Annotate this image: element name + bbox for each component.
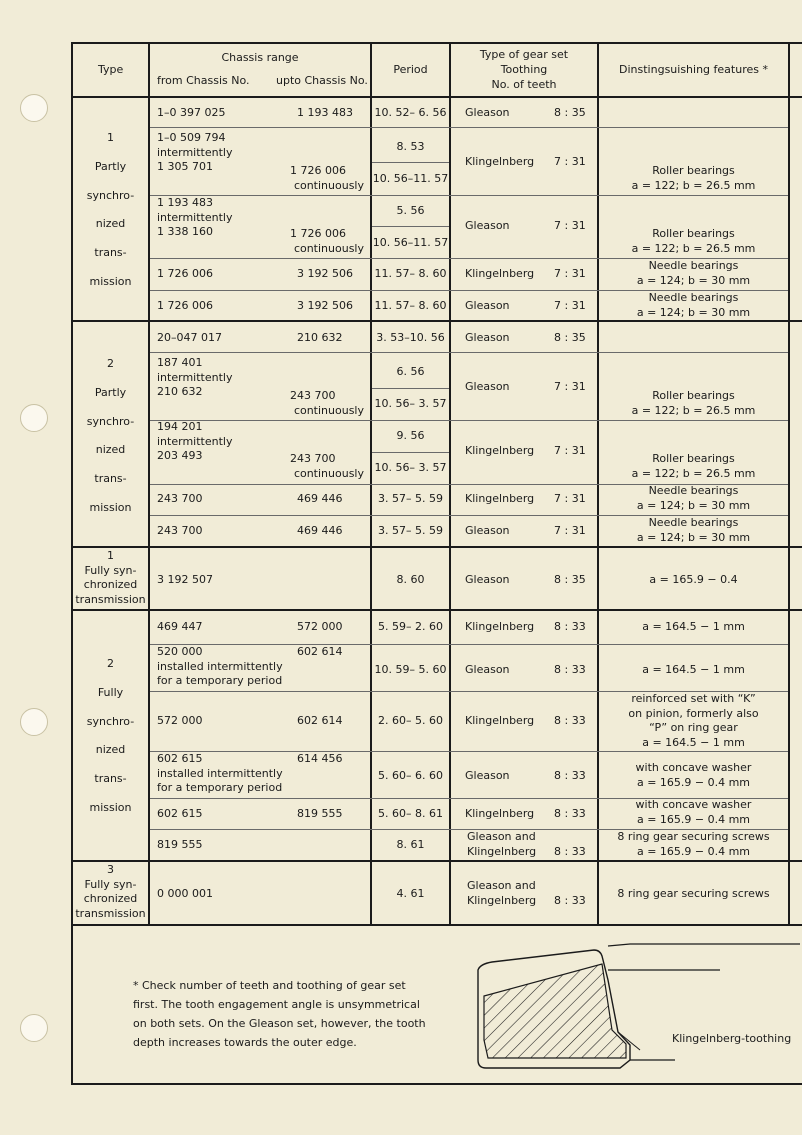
feature: Needle bearings a = 124; b = 30 mm: [636, 291, 751, 319]
from-chassis: 602 615 installed intermittently for a temporary period: [157, 752, 283, 794]
punch-hole: [20, 708, 48, 736]
gear-type: Klingelnberg: [465, 492, 535, 505]
punch-hole: [20, 94, 48, 122]
feature: a = 164.5 − 1 mm: [642, 620, 745, 633]
teeth: 7 : 31: [554, 380, 586, 393]
upto-chassis: 210 632: [297, 331, 343, 344]
teeth: 8 : 33: [554, 769, 586, 782]
feature: Roller bearings a = 122; b = 26.5 mm: [631, 389, 756, 417]
from-chassis: 243 700: [157, 524, 203, 537]
period: 5. 60– 8. 61: [378, 807, 443, 820]
teeth: 8 : 35: [554, 331, 586, 344]
gear-type: Gleason: [465, 573, 510, 586]
from-chassis: 187 401 intermittently 210 632: [157, 356, 233, 398]
feature: a = 164.5 − 1 mm: [642, 663, 745, 676]
feature: with concave washer a = 165.9 − 0.4 mm: [635, 761, 752, 789]
teeth: 7 : 31: [554, 444, 586, 457]
table-border: [71, 320, 802, 322]
type-3-fully: 3 Fully syn- chronized transmission: [75, 863, 146, 920]
gear-type: Gleason: [465, 769, 510, 782]
teeth: 7 : 31: [554, 267, 586, 280]
gear-type: Klingelnberg: [465, 444, 535, 457]
period: 8. 60: [396, 573, 425, 586]
teeth: 8 : 33: [554, 714, 586, 727]
teeth: 7 : 31: [554, 299, 586, 312]
gear-type: Gleason: [465, 663, 510, 676]
period: 6. 56: [396, 365, 425, 378]
header-period: Period: [393, 63, 428, 76]
teeth: 7 : 31: [554, 492, 586, 505]
header-toothing: Toothing: [500, 63, 548, 76]
header-chassis-range: Chassis range: [221, 51, 299, 64]
cell-divider: [372, 226, 449, 227]
from-chassis: 243 700: [157, 492, 203, 505]
feature: Roller bearings a = 122; b = 26.5 mm: [631, 452, 756, 480]
punch-hole: [20, 1014, 48, 1042]
upto-chassis: 1 193 483: [297, 106, 353, 119]
feature: reinforced set with “K” on pinion, formerly also “P” on ring gear a = 164.5 − 1 mm: [628, 692, 759, 749]
table-border: [71, 1083, 802, 1085]
from-chassis: 819 555: [157, 838, 203, 851]
feature: Roller bearings a = 122; b = 26.5 mm: [631, 227, 756, 255]
period: 3. 53–10. 56: [376, 331, 445, 344]
period: 5. 56: [396, 204, 425, 217]
header-from: from Chassis No.: [157, 74, 250, 87]
period: 2. 60– 5. 60: [378, 714, 443, 727]
gear-type: Klingelnberg: [465, 807, 535, 820]
period: 11. 57– 8. 60: [374, 299, 447, 312]
from-chassis: 1 193 483 intermittently 1 338 160: [157, 196, 233, 238]
teeth: 7 : 31: [554, 155, 586, 168]
period: 10. 52– 6. 56: [374, 106, 447, 119]
feature: Roller bearings a = 122; b = 26.5 mm: [631, 164, 756, 192]
period: 5. 59– 2. 60: [378, 620, 443, 633]
upto-chassis: 614 456: [297, 752, 343, 765]
teeth: 8 : 33: [554, 807, 586, 820]
teeth: 8 : 33: [554, 845, 586, 858]
from-chassis: 572 000: [157, 714, 203, 727]
gear-type: Gleason: [465, 331, 510, 344]
gear-type: Gleason: [465, 380, 510, 393]
gear-type: Gleason: [465, 106, 510, 119]
period: 10. 56– 3. 57: [374, 461, 447, 474]
table-border: [71, 924, 802, 926]
gear-type: Gleason: [465, 524, 510, 537]
period: 5. 60– 6. 60: [378, 769, 443, 782]
table-border: [71, 546, 802, 548]
teeth: 7 : 31: [554, 219, 586, 232]
feature: Needle bearings a = 124; b = 30 mm: [636, 516, 751, 544]
feature: with concave washer a = 165.9 − 0.4 mm: [635, 798, 752, 826]
gear-type: Gleason and Klingelnberg: [467, 879, 537, 907]
gear-type: Klingelnberg: [465, 267, 535, 280]
teeth: 8 : 33: [554, 620, 586, 633]
period: 10. 59– 5. 60: [374, 663, 447, 676]
teeth: 7 : 31: [554, 524, 586, 537]
upto-chassis: 602 614: [297, 714, 343, 727]
cell-divider: [372, 162, 449, 163]
from-chassis: 3 192 507: [157, 573, 213, 586]
gear-type: Klingelnberg: [465, 155, 535, 168]
period: 11. 57– 8. 60: [374, 267, 447, 280]
header-gear-set: Type of gear set: [479, 48, 569, 61]
row-divider: [150, 420, 788, 421]
feature: Needle bearings a = 124; b = 30 mm: [636, 259, 751, 287]
period: 9. 56: [396, 429, 425, 442]
gear-type: Klingelnberg: [465, 714, 535, 727]
from-chassis: 1 726 006: [157, 267, 213, 280]
from-chassis: 520 000 installed intermittently for a temporary period: [157, 645, 283, 687]
header-type: Type: [98, 63, 124, 76]
from-chassis: 469 447: [157, 620, 203, 633]
gear-type: Gleason: [465, 219, 510, 232]
type-2-partly: 2 Partly synchro- nized trans- mission: [86, 357, 135, 514]
period: 8. 53: [396, 140, 425, 153]
upto-chassis: 3 192 506: [297, 299, 353, 312]
period: 3. 57– 5. 59: [378, 524, 443, 537]
row-divider: [150, 195, 788, 196]
upto-chassis: 469 446: [297, 492, 343, 505]
upto-chassis: 1 726 006 continuously: [290, 227, 364, 255]
from-chassis: 194 201 intermittently 203 493: [157, 420, 233, 462]
header-features: Dinstingsuishing features *: [619, 63, 768, 76]
feature: 8 ring gear securing screws a = 165.9 − 0.4 mm: [617, 830, 770, 858]
period: 10. 56– 3. 57: [374, 397, 447, 410]
feature: 8 ring gear securing screws: [617, 887, 770, 900]
period: 10. 56–11. 57: [372, 236, 449, 249]
period: 3. 57– 5. 59: [378, 492, 443, 505]
from-chassis: 0 000 001: [157, 887, 213, 900]
from-chassis: 602 615: [157, 807, 203, 820]
table-border: [71, 42, 802, 44]
teeth: 8 : 33: [554, 663, 586, 676]
footnote: * Check number of teeth and toothing of gear set first. The tooth engagement angle is unsymmetrical on both sets. On the Gleason set, however, the tooth depth increases towards the outer edge.: [133, 979, 426, 1049]
row-divider: [150, 352, 788, 353]
from-chassis: 20–047 017: [157, 331, 222, 344]
table-border: [71, 96, 802, 98]
table-border: [71, 609, 802, 611]
row-divider: [150, 127, 788, 128]
gear-type: Gleason and Klingelnberg: [467, 830, 537, 858]
from-chassis: 1–0 397 025: [157, 106, 226, 119]
upto-chassis: 3 192 506: [297, 267, 353, 280]
upto-chassis: 819 555: [297, 807, 343, 820]
from-chassis: 1–0 509 794 intermittently 1 305 701: [157, 131, 233, 173]
teeth: 8 : 33: [554, 894, 586, 907]
period: 10. 56–11. 57: [372, 172, 449, 185]
teeth: 8 : 35: [554, 106, 586, 119]
period: 4. 61: [396, 887, 425, 900]
upto-chassis: 572 000: [297, 620, 343, 633]
from-chassis: 1 726 006: [157, 299, 213, 312]
feature: Needle bearings a = 124; b = 30 mm: [636, 484, 751, 512]
header-upto: upto Chassis No.: [276, 74, 368, 87]
upto-chassis: 243 700 continuously: [290, 452, 364, 480]
cell-divider: [372, 388, 449, 389]
type-2-fully: 2 Fully synchro- nized trans- mission: [86, 657, 135, 814]
punch-hole: [20, 404, 48, 432]
type-1-partly: 1 Partly synchro- nized trans- mission: [86, 131, 135, 288]
gear-type: Klingelnberg: [465, 620, 535, 633]
upto-chassis: 1 726 006 continuously: [290, 164, 364, 192]
period: 8. 61: [396, 838, 425, 851]
table-border: [71, 860, 802, 862]
teeth: 8 : 35: [554, 573, 586, 586]
upto-chassis: 602 614: [297, 645, 343, 658]
upto-chassis: 469 446: [297, 524, 343, 537]
klingelnberg-toothing-diagram: [470, 940, 800, 1075]
table-border: [788, 42, 790, 926]
upto-chassis: 243 700 continuously: [290, 389, 364, 417]
gear-type: Gleason: [465, 299, 510, 312]
cell-divider: [372, 452, 449, 453]
diagram-label: Klingelnberg-toothing: [672, 1032, 792, 1045]
header-teeth: No. of teeth: [491, 78, 557, 91]
feature: a = 165.9 − 0.4: [649, 573, 738, 586]
type-1-fully: 1 Fully syn- chronized transmission: [75, 549, 146, 606]
